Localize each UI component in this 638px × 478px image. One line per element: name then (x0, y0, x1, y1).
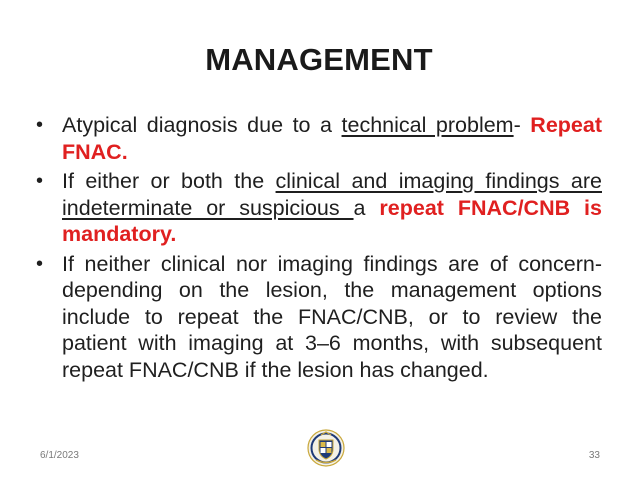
bullet-item (36, 168, 602, 248)
text-segment: a (353, 195, 380, 220)
university-crest-icon (307, 429, 345, 467)
bullet-text (62, 113, 602, 164)
text-segment: - (513, 113, 531, 137)
bullet-text (62, 169, 602, 246)
bullet-list (36, 112, 602, 386)
text-segment: If either or both the (62, 169, 276, 193)
bullet-dot-icon: • (36, 170, 44, 192)
bullet-text (62, 252, 602, 382)
bullet-dot-icon: • (36, 252, 44, 275)
underlined-segment: technical problem (341, 113, 514, 137)
underlined-segment: clinical and imaging findings are indeterminate or suspicious (62, 169, 602, 220)
bullet-item (36, 251, 602, 384)
text-segment: If neither clinical nor imaging findings are of concern-depending on the lesion, the management options include to repeat the FNAC/CNB, or to review the patient with imaging at 3–6 months, with subsequent repeat FNAC/CNB if the lesion has changed. (62, 251, 602, 382)
bullet-item (36, 112, 602, 165)
highlighted-segment: repeat FNAC/CNB is mandatory. (62, 195, 602, 246)
slide-title: MANAGEMENT (205, 42, 433, 77)
text-segment: Atypical diagnosis due to a (62, 113, 342, 137)
bullet-dot-icon: • (36, 114, 44, 136)
page-number: 33 (588, 450, 600, 461)
highlighted-segment: Repeat FNAC. (62, 113, 602, 164)
footer-date: 6/1/2023 (40, 450, 79, 461)
